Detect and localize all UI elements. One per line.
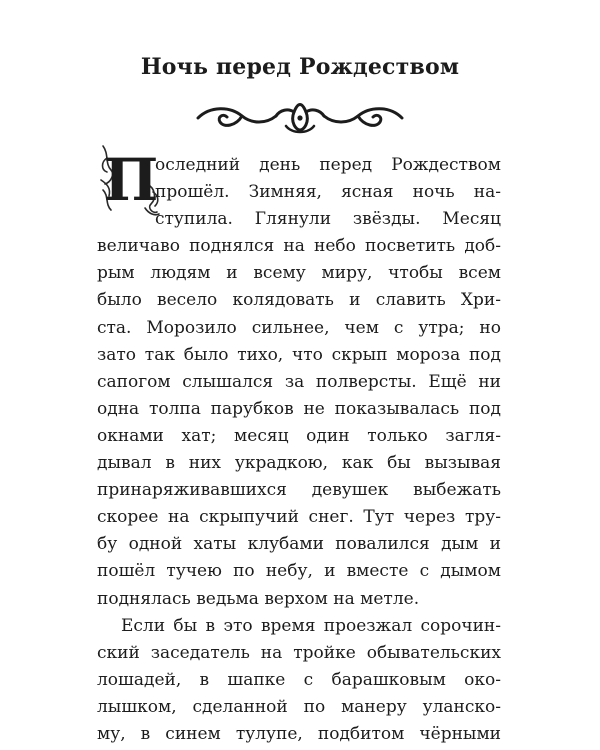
chapter-title: Ночь перед Рождеством [140,54,460,80]
svg-text:П: П [103,146,159,214]
text-line: скорее на скрыпучий снег. Тут через тру- [97,507,501,528]
text-line: дывал в них украдкою, как бы вызывая [97,453,501,474]
text-line: му, в синем тулупе, подбитом чёрными [97,723,501,744]
text-line: лошадей, в шапке с барашковым око- [97,669,501,690]
text-line: окнами хат; месяц один только загля- [97,425,501,446]
text-line: прошёл. Зимняя, ясная ночь на- [155,182,501,203]
text-line: пошёл тучею по небу, и вместе с дымом [97,561,501,582]
text-line: бу одной хаты клубами повалился дым и [97,534,501,555]
text-line: лышком, сделанной по манеру уланско- [97,696,501,717]
text-line: оследний день перед Рождеством [155,155,501,175]
body-text [97,152,501,748]
text-line: ста. Морозило сильнее, чем с утра; но [97,317,501,338]
text-line: поднялась ведьма верхом на метле. [97,588,420,609]
text-line: сапогом слышался за полверсты. Ещё ни [97,371,501,392]
text-line: ступила. Глянули звёзды. Месяц [155,209,501,230]
text-line: принаряживавшихся девушек выбежать [97,480,501,501]
text-line: одна толпа парубков не показывалась под [97,398,501,419]
text-line: Если бы в это время проезжал сорочин- [121,615,501,636]
text-line: зато так было тихо, что скрып мороза под [97,344,501,365]
text-line: ский заседатель на тройке обывательских [97,642,501,663]
text-line: величаво поднялся на небо посветить доб- [97,236,501,257]
ornament-divider-icon [190,96,410,138]
text-line: было весело колядовать и славить Хри- [97,290,501,311]
text-line: рым людям и всему миру, чтобы всем [97,263,501,284]
